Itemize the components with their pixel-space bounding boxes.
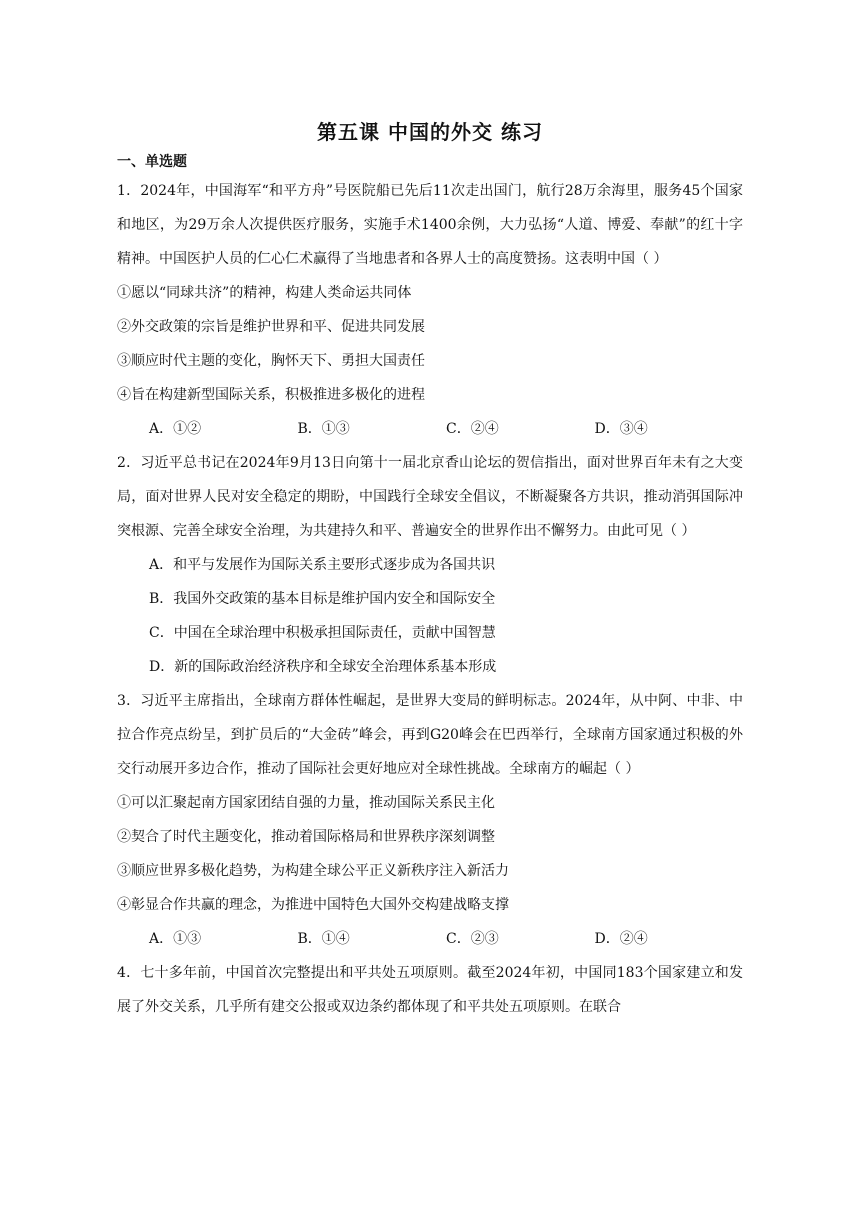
q3-choice-c: C．②③ bbox=[446, 931, 499, 947]
q3-statement-2: ②契合了时代主题变化，推动着国际格局和世界秩序深刻调整 bbox=[117, 829, 495, 845]
q2-choice-d: D．新的国际政治经济秩序和全球安全治理体系基本形成 bbox=[149, 659, 497, 675]
q1-choice-a: A．①② bbox=[149, 421, 202, 437]
q3-statement-4: ④彰显合作共赢的理念，为推进中国特色大国外交构建战略支撑 bbox=[117, 897, 509, 913]
q1-statement-3: ③顺应时代主题的变化，胸怀天下、勇担大国责任 bbox=[117, 353, 425, 369]
q1-choices bbox=[117, 412, 743, 446]
q3-choice-d: D．②④ bbox=[594, 931, 648, 947]
section-heading: 一、单选题 bbox=[117, 154, 187, 170]
question-3-stem: 3．习近平主席指出，全球南方群体性崛起，是世界大变局的鲜明标志。2024年，从中阿、中非、中拉合作亮点纷呈，到扩员后的“大金砖”峰会，再到G20峰会在巴西举行，全球南方国家通过积极的外交行动展开多边合作，推动了国际社会更好地应对全球性挑战。全球南方的崛起（ ） bbox=[117, 693, 743, 777]
q1-choice-c: C．②④ bbox=[446, 421, 499, 437]
question-4-stem: 4．七十多年前，中国首次完整提出和平共处五项原则。截至2024年初，中国同183个国家建立和发展了外交关系，几乎所有建交公报或双边条约都体现了和平共处五项原则。在联合 bbox=[117, 965, 743, 1015]
q3-statement-3: ③顺应世界多极化趋势，为构建全球公平正义新秩序注入新活力 bbox=[117, 863, 509, 879]
question-list bbox=[117, 174, 743, 1024]
q1-statement-1: ①愿以“同球共济”的精神，构建人类命运共同体 bbox=[117, 285, 412, 301]
q1-choice-b: B．①③ bbox=[297, 421, 350, 437]
q2-choice-c: C．中国在全球治理中积极承担国际责任，贡献中国智慧 bbox=[149, 625, 496, 641]
q1-statement-2: ②外交政策的宗旨是维护世界和平、促进共同发展 bbox=[117, 319, 425, 335]
q3-choices bbox=[117, 922, 743, 956]
q1-choice-d: D．③④ bbox=[594, 421, 648, 437]
q3-choice-a: A．①③ bbox=[149, 931, 202, 947]
q3-statement-1: ①可以汇聚起南方国家团结自强的力量，推动国际关系民主化 bbox=[117, 795, 495, 811]
q2-choice-a: A．和平与发展作为国际关系主要形式逐步成为各国共识 bbox=[149, 557, 496, 573]
q3-choice-b: B．①④ bbox=[297, 931, 350, 947]
q2-choice-b: B．我国外交政策的基本目标是维护国内安全和国际安全 bbox=[149, 591, 496, 607]
page-title: 第五课 中国的外交 练习 bbox=[317, 120, 543, 144]
question-1-stem: 1．2024年，中国海军“和平方舟”号医院船已先后11次走出国门，航行28万余海里，服务45个国家和地区，为29万余人次提供医疗服务，实施手术1400余例，大力弘扬“人道、博爱、奉献”的红十字精神。中国医护人员的仁心仁术赢得了当地患者和各界人士的高度赞扬。这表明中国（ ） bbox=[117, 183, 743, 267]
q1-statement-4: ④旨在构建新型国际关系，积极推进多极化的进程 bbox=[117, 387, 425, 403]
question-2-stem: 2．习近平总书记在2024年9月13日向第十一届北京香山论坛的贺信指出，面对世界百年未有之大变局，面对世界人民对安全稳定的期盼，中国践行全球安全倡议，不断凝聚各方共识，推动消弭国际冲突根源、完善全球安全治理，为共建持久和平、普遍安全的世界作出不懈努力。由此可见（ ） bbox=[117, 455, 743, 539]
